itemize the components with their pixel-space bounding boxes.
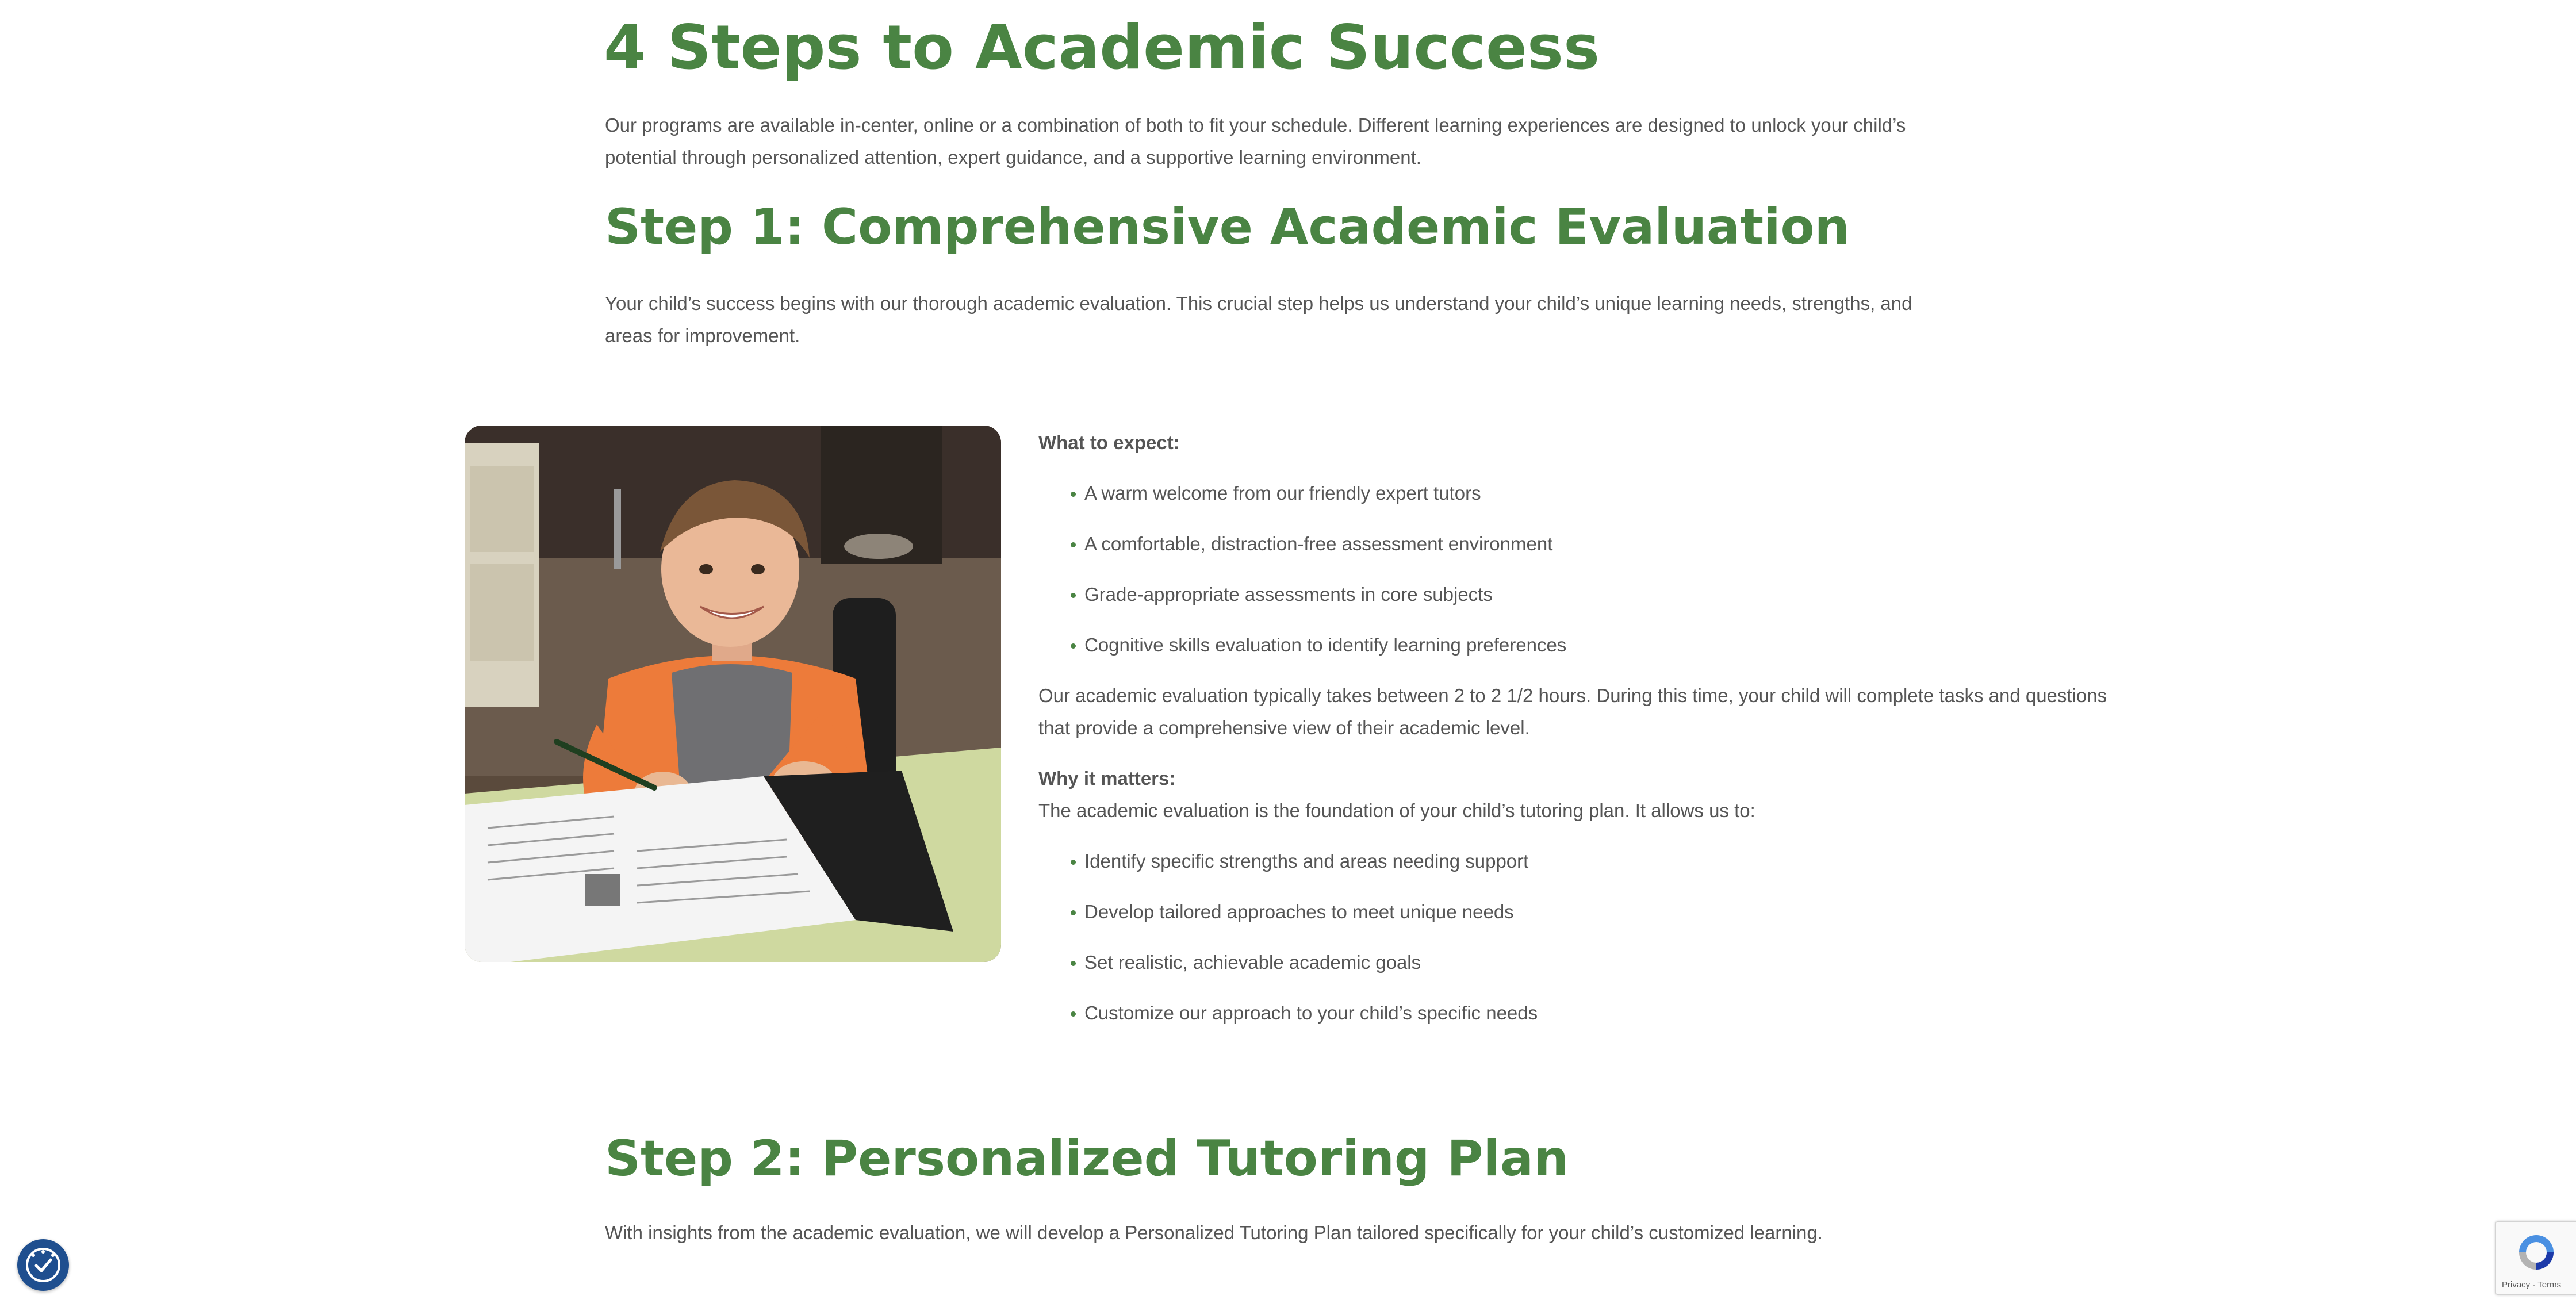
why-paragraph: The academic evaluation is the foundation of your child’s tutoring plan. It allows us to: [1038,800,1755,821]
page-title: 4 Steps to Academic Success [604,12,1600,83]
accessibility-button[interactable] [17,1239,69,1291]
list-item-text: Develop tailored approaches to meet unique needs [1084,901,1514,922]
list-item-text: Set realistic, achievable academic goals [1084,952,1421,973]
list-item-text: Grade-appropriate assessments in core subjects [1084,584,1493,605]
bullet-icon [1071,643,1076,649]
student-photo [465,426,1001,962]
intro-paragraph: Our programs are available in-center, online or a combination of both to fit your schedule. Different learning experiences are designed to unlock your child’s potential through personalized attention, expert guidance, and a supportive learning environment. [605,114,1906,168]
step1-heading: Step 1: Comprehensive Academic Evaluation [605,198,1850,256]
bullet-icon [1071,492,1076,497]
list-item-text: Cognitive skills evaluation to identify learning preferences [1084,634,1567,656]
list-item [1071,946,2131,979]
duration-paragraph: Our academic evaluation typically takes between 2 to 2 1/2 hours. During this time, your child will complete tasks and questions that provide a comprehensive view of their academic level. [1038,685,2107,738]
list-item [1071,477,2131,509]
step2-heading: Step 2: Personalized Tutoring Plan [605,1130,1569,1187]
bullet-icon [1071,1011,1076,1017]
bullet-icon [1071,593,1076,598]
why-label: Why it matters: [1038,768,1176,789]
list-item [1071,997,2131,1029]
expect-label: What to expect: [1038,432,1180,453]
accessibility-icon [17,1239,69,1291]
expect-list [1038,477,2131,661]
why-it-matters [1038,762,2131,827]
recaptcha-links[interactable]: Privacy - Terms [2502,1280,2562,1290]
bullet-icon [1071,542,1076,547]
list-item-text: Customize our approach to your child’s specific needs [1084,1002,1538,1024]
list-item [1071,528,2131,560]
bullet-icon [1071,910,1076,915]
why-list [1038,845,2131,1029]
list-item-text: A comfortable, distraction-free assessment environment [1084,533,1553,554]
list-item [1071,578,2131,611]
recaptcha-badge[interactable] [2496,1221,2576,1295]
step1-description: Your child’s success begins with our thorough academic evaluation. This crucial step helps us understand your child’s unique learning needs, strengths, and areas for improvement. [605,293,1912,346]
bullet-icon [1071,961,1076,966]
list-item [1071,896,2131,928]
evaluation-details [1038,427,2131,1029]
list-item-text: A warm welcome from our friendly expert tutors [1084,482,1481,504]
list-item-text: Identify specific strengths and areas needing support [1084,850,1529,872]
list-item [1071,629,2131,661]
list-item [1071,845,2131,877]
recaptcha-icon [2510,1226,2562,1278]
step2-description: With insights from the academic evaluation, we will develop a Personalized Tutoring Plan tailored specifically for your child’s customized learning. [605,1222,1823,1243]
bullet-icon [1071,860,1076,865]
